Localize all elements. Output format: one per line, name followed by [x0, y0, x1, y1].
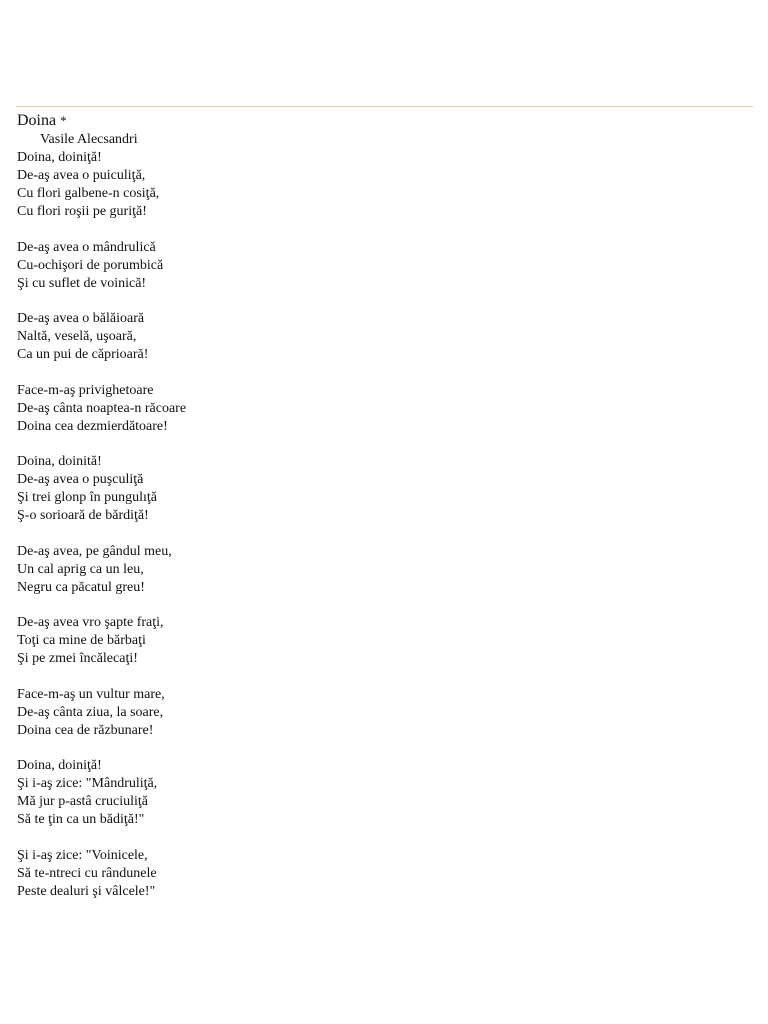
poem-line: De-aş avea vro şapte fraţi, — [17, 615, 164, 630]
poem-author: Vasile Alecsandri — [40, 132, 138, 147]
poem-line: Doina, doinită! — [17, 454, 102, 469]
poem-line: Cu flori roşii pe guriţă! — [17, 204, 147, 219]
poem-stanza — [17, 310, 753, 364]
poem-stanza — [17, 614, 753, 668]
poem-line: Peste dealuri şi vâlcele!" — [17, 883, 156, 899]
poem-line: Toţi ca mine de bărbaţi — [17, 633, 146, 648]
poem-line: De-aş avea o puiculiţă, — [17, 168, 146, 183]
poem-line: Face-m-aş un vultur mare, — [17, 686, 165, 702]
poem-line: Mă jur p-astâ cruciuliţă — [17, 794, 149, 809]
poem-title-row — [17, 111, 753, 131]
poem-line: Cu flori galbene-n cosiţă, — [17, 186, 160, 201]
poem-stanza — [17, 757, 753, 829]
poem-line: Negru ca păcatul greu! — [17, 579, 145, 595]
poem-line: De-aş avea o mândrulică — [17, 239, 156, 255]
poem-line: De-aş cânta noaptea-n răcoare — [17, 400, 187, 416]
poem-line: De-aş avea o puşculiţă — [17, 472, 144, 487]
poem-line: Face-m-aş privighetoare — [17, 382, 154, 398]
poem-stanza — [17, 686, 753, 740]
title-footnote-mark: * — [60, 113, 67, 128]
poem-line: Să te-ntreci cu rândunele — [17, 865, 157, 881]
poem-line: De-aş avea o bălăioară — [17, 311, 145, 326]
poem-line: Doina, doiniţă! — [17, 150, 102, 165]
poem-line: Doina cea de răzbunare! — [17, 722, 154, 738]
poem-line: De-aş avea, pe gândul meu, — [17, 543, 172, 559]
poem-stanza — [17, 453, 753, 525]
poem-stanza — [17, 239, 753, 293]
poem-stanza — [17, 543, 753, 597]
poem-line: Doina cea dezmierdătoare! — [17, 418, 168, 434]
poem-line: Cu-ochişori de porumbică — [17, 257, 164, 273]
poem-line: Ş-o sorioară de bărdiţă! — [17, 508, 149, 523]
poem-line: Şi pe zmei încălecaţi! — [17, 651, 138, 666]
poem-body — [17, 149, 753, 901]
poem-title: Doina — [17, 112, 57, 129]
horizontal-rule — [16, 106, 753, 107]
poem-line: Şi i-aş zice: "Mândruliţă, — [17, 776, 158, 791]
poem-stanza — [17, 149, 753, 221]
poem-stanza — [17, 847, 753, 901]
poem-line: Să te ţin ca un bădiţă!" — [17, 812, 145, 827]
poem-line: De-aş cânta ziua, la soare, — [17, 704, 164, 720]
poem-line: Ca un pui de căprioară! — [17, 347, 149, 362]
poem-line: Naltă, veselă, uşoară, — [17, 329, 137, 344]
poem-line: Şi i-aş zice: "Voinicele, — [17, 847, 148, 863]
poem-line: Şi cu suflet de voinică! — [17, 275, 147, 291]
poem-stanza — [17, 382, 753, 436]
poem-line: Un cal aprig ca un leu, — [17, 561, 144, 577]
poem-line: Doina, doiniţă! — [17, 758, 102, 773]
poem-line: Şi trei glonp în pungulıţă — [17, 490, 157, 505]
poem-page — [17, 111, 753, 918]
